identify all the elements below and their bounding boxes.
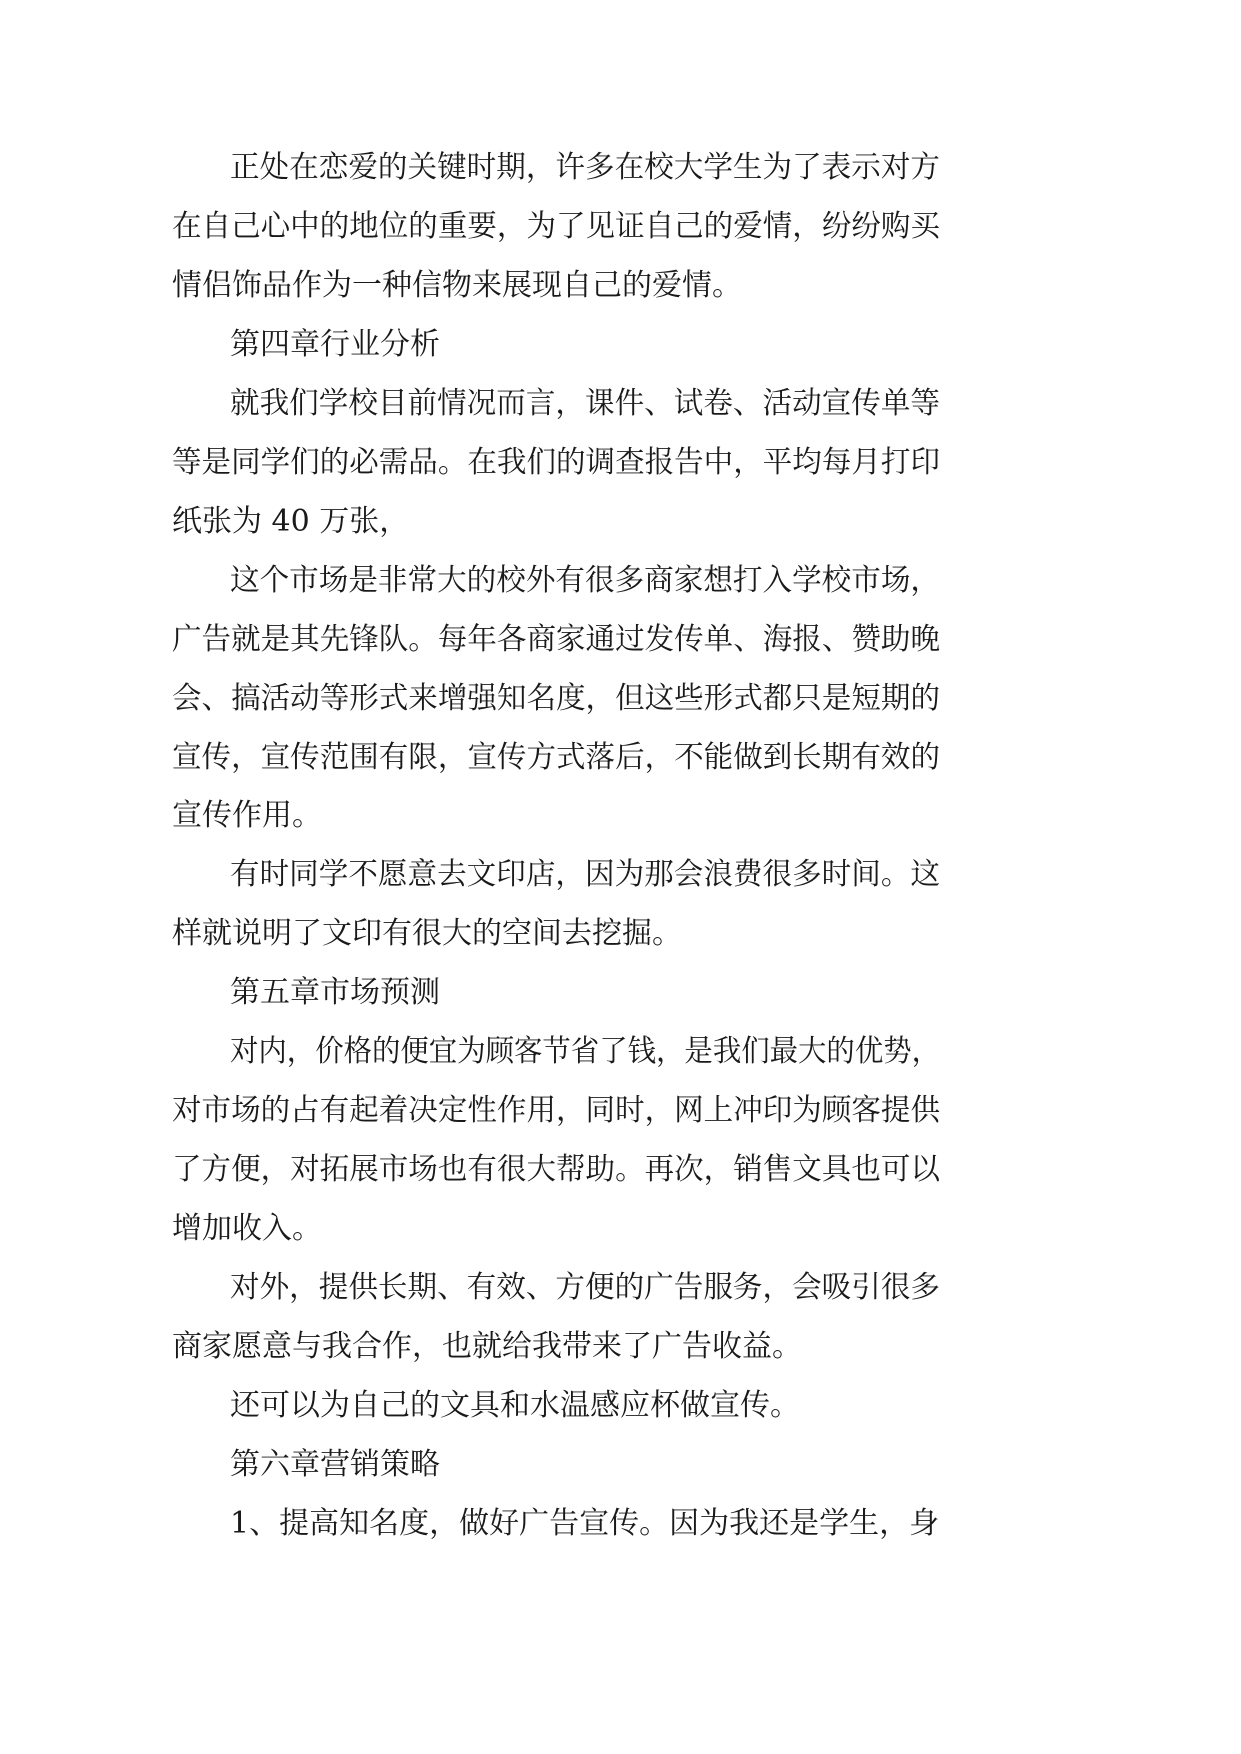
paragraph-line: 增加收入。 <box>172 1211 322 1247</box>
paragraph-line: 了方便，对拓展市场也有很大帮助。再次，销售文具也可以 <box>172 1152 940 1188</box>
paragraph-line: 情侣饰品作为一种信物来展现自己的爱情。 <box>172 267 742 303</box>
paragraph-line: 1、提高知名度，做好广告宣传。因为我还是学生，身 <box>230 1505 940 1541</box>
paragraph-line: 样就说明了文印有很大的空间去挖掘。 <box>172 916 682 952</box>
paragraph-line: 会、搞活动等形式来增强知名度，但这些形式都只是短期的 <box>172 680 940 716</box>
paragraph-line: 宣传作用。 <box>172 798 322 834</box>
paragraph-line: 纸张为 40 万张， <box>172 503 410 539</box>
paragraph-line: 宣传，宣传范围有限，宣传方式落后，不能做到长期有效的 <box>172 739 940 775</box>
chapter-heading: 第六章营销策略 <box>230 1446 440 1482</box>
paragraph-line: 正处在恋爱的关键时期，许多在校大学生为了表示对方 <box>230 150 940 185</box>
paragraph-line: 还可以为自己的文具和水温感应杯做宣传。 <box>230 1387 800 1423</box>
paragraph-line: 广告就是其先锋队。每年各商家通过发传单、海报、赞助晚 <box>172 621 940 657</box>
paragraph-line: 就我们学校目前情况而言，课件、试卷、活动宣传单等 <box>230 385 940 421</box>
paragraph-line: 这个市场是非常大的校外有很多商家想打入学校市场， <box>230 562 940 598</box>
paragraph-line: 对外，提供长期、有效、方便的广告服务，会吸引很多 <box>230 1270 940 1306</box>
chapter-heading: 第四章行业分析 <box>230 326 440 362</box>
chapter-heading: 第五章市场预测 <box>230 975 440 1011</box>
paragraph-line: 商家愿意与我合作，也就给我带来了广告收益。 <box>172 1329 802 1364</box>
paragraph-line: 对市场的占有起着决定性作用，同时，网上冲印为顾客提供 <box>172 1093 940 1129</box>
paragraph-line: 有时同学不愿意去文印店，因为那会浪费很多时间。这 <box>230 857 940 893</box>
paragraph-line: 等是同学们的必需品。在我们的调查报告中，平均每月打印 <box>172 444 940 480</box>
paragraph-line: 对内，价格的便宜为顾客节省了钱，是我们最大的优势， <box>230 1034 941 1070</box>
paragraph-line: 在自己心中的地位的重要，为了见证自己的爱情，纷纷购买 <box>172 208 940 244</box>
